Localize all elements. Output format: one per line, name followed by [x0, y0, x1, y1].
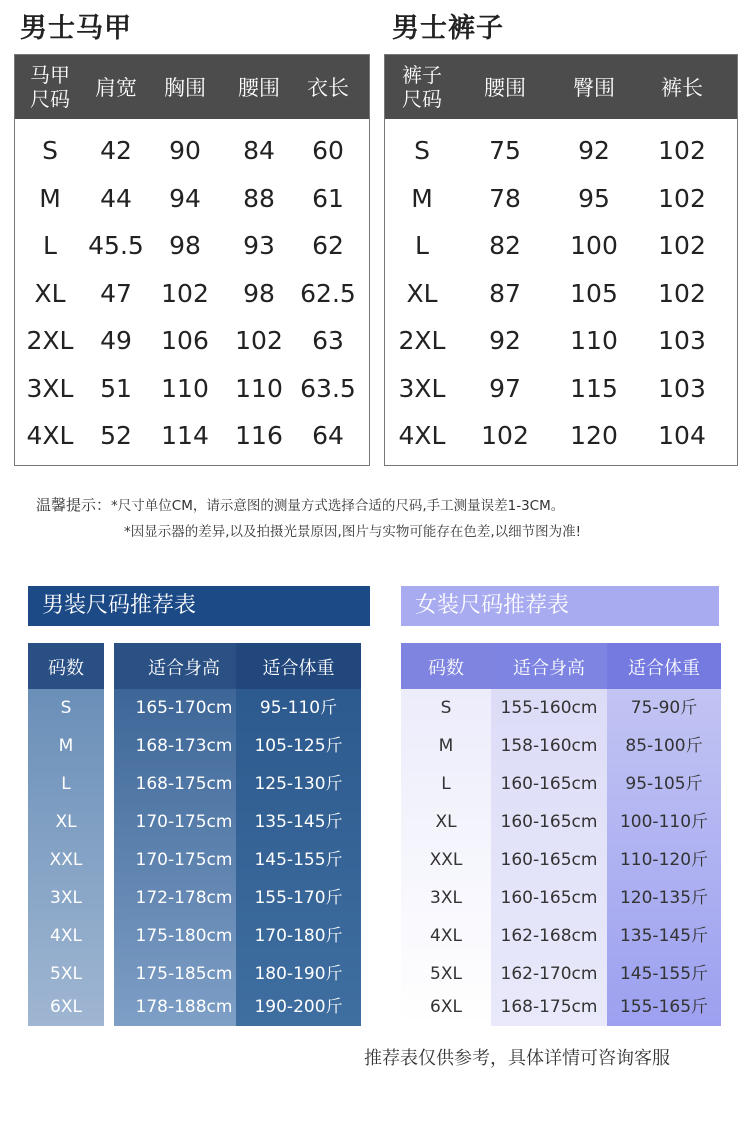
pants-table-cell: 4XL [398, 421, 446, 451]
women-size-cell: XL [435, 812, 457, 832]
vest-table-body [15, 119, 369, 460]
vest-table-cell: 98 [243, 278, 275, 308]
pants-table-row [385, 317, 737, 365]
vest-table-cell: 64 [312, 421, 344, 451]
vest-table-row [15, 270, 369, 318]
men-size-cell: L [61, 774, 71, 794]
vest-table-cell: 60 [312, 136, 344, 166]
men-header-height: 适合身高 [148, 658, 220, 679]
women-height-cell: 160-165cm [500, 888, 598, 908]
vest-table-cell: M [39, 183, 61, 213]
vest-table-row [15, 412, 369, 460]
pants-table-cell: 102 [481, 421, 529, 451]
vest-table-cell: 102 [235, 326, 283, 356]
men-size-cell: S [60, 698, 72, 718]
men-recommend-table [28, 643, 361, 1026]
vest-header-length: 衣长 [307, 76, 349, 100]
women-weight-cell: 100-110斤 [619, 812, 709, 832]
vest-table-cell: 49 [100, 326, 132, 356]
vest-table-header [15, 55, 369, 119]
vest-header-size [15, 63, 85, 111]
vest-table-cell: 110 [235, 373, 283, 403]
men-weight-cell: 135-145斤 [254, 812, 343, 832]
women-height-cell: 160-165cm [500, 850, 598, 870]
men-size-cell: 5XL [50, 964, 82, 984]
vest-table-row [15, 222, 369, 270]
men-weight-cell: 180-190斤 [254, 964, 343, 984]
vest-table-row [15, 317, 369, 365]
pants-table-cell: 3XL [398, 373, 446, 403]
men-height-cell: 178-188cm [135, 997, 233, 1017]
women-height-cell: 162-168cm [500, 926, 598, 946]
women-weight-cell: 75-90斤 [630, 698, 698, 718]
pants-table-cell: 92 [489, 326, 521, 356]
vest-table-row [15, 127, 369, 175]
men-recommend-banner: 男装尺码推荐表 [28, 586, 370, 626]
pants-table-cell: 78 [489, 183, 521, 213]
vest-table-cell: XL [34, 278, 66, 308]
pants-table-cell: 102 [658, 278, 706, 308]
men-height-cell: 168-175cm [135, 774, 233, 794]
vest-table-cell: 106 [161, 326, 209, 356]
men-size-cell: XL [55, 812, 77, 832]
vest-table-row [15, 175, 369, 223]
footer-note: 推荐表仅供参考，具体详情可咨询客服 [364, 1048, 670, 1069]
men-height-cell: 170-175cm [135, 812, 233, 832]
pants-table-cell: 102 [658, 183, 706, 213]
women-size-cell: 4XL [430, 926, 462, 946]
men-header-weight: 适合体重 [262, 658, 335, 679]
men-weight-cell: 95-110斤 [259, 698, 338, 718]
women-weight-cell: 145-155斤 [619, 964, 709, 984]
vest-header-shoulder: 肩宽 [95, 76, 137, 100]
pants-table-row [385, 222, 737, 270]
pants-table-cell: 92 [578, 136, 610, 166]
pants-table-body [385, 119, 737, 460]
vest-table-cell: 93 [243, 231, 275, 261]
pants-header-size-line1: 裤子 [402, 63, 442, 87]
tips-label: 温馨提示： [36, 496, 112, 514]
pants-table-cell: 104 [658, 421, 706, 451]
vest-table-cell: S [42, 136, 58, 166]
men-height-cell: 175-180cm [135, 926, 233, 946]
pants-table-cell: 115 [570, 373, 618, 403]
pants-table-cell: 120 [570, 421, 618, 451]
vest-table-cell: 42 [100, 136, 132, 166]
vest-header-size-line1: 马甲 [30, 63, 70, 87]
men-size-cell: 3XL [50, 888, 82, 908]
vest-table-cell: L [43, 231, 57, 261]
vest-table-cell: 52 [100, 421, 132, 451]
pants-table-row [385, 412, 737, 460]
men-size-cell: 6XL [50, 997, 82, 1017]
women-size-cell: XXL [429, 850, 463, 870]
vest-table-cell: 51 [100, 373, 132, 403]
pants-table-cell: 82 [489, 231, 521, 261]
pants-table-cell: S [414, 136, 430, 166]
men-weight-cell: 190-200斤 [254, 997, 343, 1017]
women-size-cell: 6XL [430, 997, 462, 1017]
women-header-height: 适合身高 [513, 658, 585, 679]
women-height-cell: 155-160cm [500, 698, 598, 718]
vest-table-cell: 63 [312, 326, 344, 356]
pants-header-size-line2: 尺码 [402, 87, 442, 111]
tips-text-1: *尺寸单位CM，请示意图的测量方式选择合适的尺码,手工测量误差1-3CM。 [111, 498, 565, 514]
women-recommend-table [401, 643, 721, 1026]
women-size-cell: S [440, 698, 452, 718]
pants-table-header [385, 55, 737, 119]
vest-header-chest: 胸围 [164, 76, 206, 100]
pants-header-hip: 臀围 [573, 76, 615, 100]
pants-table-cell: 110 [570, 326, 618, 356]
women-height-cell: 160-165cm [500, 774, 598, 794]
vest-header-size-line2: 尺码 [30, 87, 70, 111]
men-height-cell: 172-178cm [135, 888, 233, 908]
women-size-cell: M [438, 736, 454, 756]
pants-table-row [385, 175, 737, 223]
tips-line-2: *因显示器的差异,以及拍摄光景原因,图片与实物可能存在色差,以细节图为准! [124, 524, 582, 540]
pants-table-cell: 102 [658, 136, 706, 166]
men-weight-column [236, 643, 361, 1026]
pants-table-cell: 100 [570, 231, 618, 261]
men-weight-cell: 170-180斤 [254, 926, 343, 946]
women-size-column [401, 643, 491, 1026]
men-height-cell: 168-173cm [135, 736, 233, 756]
women-recommend-banner: 女装尺码推荐表 [401, 586, 719, 626]
vest-table-cell: 4XL [26, 421, 74, 451]
pants-table-cell: 75 [489, 136, 521, 166]
pants-table-cell: 87 [489, 278, 521, 308]
vest-table-cell: 47 [100, 278, 132, 308]
vest-header-waist: 腰围 [238, 76, 280, 100]
pants-table-cell: M [411, 183, 433, 213]
women-weight-cell: 110-120斤 [619, 850, 709, 870]
pants-table-cell: 102 [658, 231, 706, 261]
women-size-cell: 5XL [430, 964, 462, 984]
women-header-weight: 适合体重 [628, 658, 700, 679]
vest-table-cell: 45.5 [88, 231, 144, 261]
men-size-cell: XXL [49, 850, 83, 870]
vest-table-cell: 110 [161, 373, 209, 403]
pants-table-cell: L [415, 231, 429, 261]
pants-table-cell: 97 [489, 373, 521, 403]
pants-table-cell: 2XL [398, 326, 446, 356]
men-size-cell: M [58, 736, 74, 756]
women-size-cell: L [441, 774, 451, 794]
men-header-size: 码数 [48, 658, 84, 679]
men-weight-cell: 105-125斤 [254, 736, 343, 756]
vest-table-cell: 94 [169, 183, 201, 213]
pants-header-length: 裤长 [661, 76, 703, 100]
pants-table-row [385, 365, 737, 413]
women-weight-column [607, 643, 721, 1026]
pants-table-cell: 95 [578, 183, 610, 213]
pants-table-row [385, 270, 737, 318]
vest-table-cell: 90 [169, 136, 201, 166]
vest-table-cell: 102 [161, 278, 209, 308]
vest-table-cell: 3XL [26, 373, 74, 403]
women-weight-cell: 95-105斤 [625, 774, 703, 794]
women-height-cell: 168-175cm [500, 997, 598, 1017]
men-size-column [28, 643, 104, 1026]
women-height-cell: 160-165cm [500, 812, 598, 832]
vest-section-title: 男士马甲 [20, 13, 132, 44]
women-height-column [491, 643, 607, 1026]
men-height-cell: 175-185cm [135, 964, 233, 984]
pants-table-cell: XL [406, 278, 438, 308]
pants-table-cell: 103 [658, 373, 706, 403]
men-weight-cell: 145-155斤 [254, 850, 343, 870]
vest-table-cell: 114 [161, 421, 209, 451]
vest-table-cell: 44 [100, 183, 132, 213]
pants-section-title: 男士裤子 [392, 13, 504, 44]
men-height-cell: 170-175cm [135, 850, 233, 870]
men-size-cell: 4XL [50, 926, 82, 946]
vest-table-cell: 116 [235, 421, 283, 451]
women-height-cell: 158-160cm [500, 736, 598, 756]
vest-table-row [15, 365, 369, 413]
vest-table-cell: 84 [243, 136, 275, 166]
men-weight-cell: 125-130斤 [254, 774, 343, 794]
vest-table-cell: 98 [169, 231, 201, 261]
women-weight-cell: 135-145斤 [619, 926, 709, 946]
women-weight-cell: 120-135斤 [619, 888, 709, 908]
pants-table-cell: 105 [570, 278, 618, 308]
vest-size-table [14, 54, 370, 466]
pants-header-waist: 腰围 [484, 76, 526, 100]
men-height-column [114, 643, 254, 1026]
men-weight-cell: 155-170斤 [254, 888, 343, 908]
women-size-cell: 3XL [430, 888, 462, 908]
women-height-cell: 162-170cm [500, 964, 598, 984]
vest-table-cell: 2XL [26, 326, 74, 356]
pants-size-table [384, 54, 738, 466]
tips-line-1 [36, 494, 564, 515]
women-weight-cell: 155-165斤 [619, 997, 709, 1017]
vest-table-cell: 62.5 [300, 278, 356, 308]
women-header-size: 码数 [428, 658, 464, 679]
vest-table-cell: 88 [243, 183, 275, 213]
vest-table-cell: 62 [312, 231, 344, 261]
pants-header-size [385, 63, 459, 111]
men-height-cell: 165-170cm [135, 698, 233, 718]
pants-table-row [385, 127, 737, 175]
pants-table-cell: 103 [658, 326, 706, 356]
vest-table-cell: 63.5 [300, 373, 356, 403]
vest-table-cell: 61 [312, 183, 344, 213]
women-weight-cell: 85-100斤 [625, 736, 703, 756]
